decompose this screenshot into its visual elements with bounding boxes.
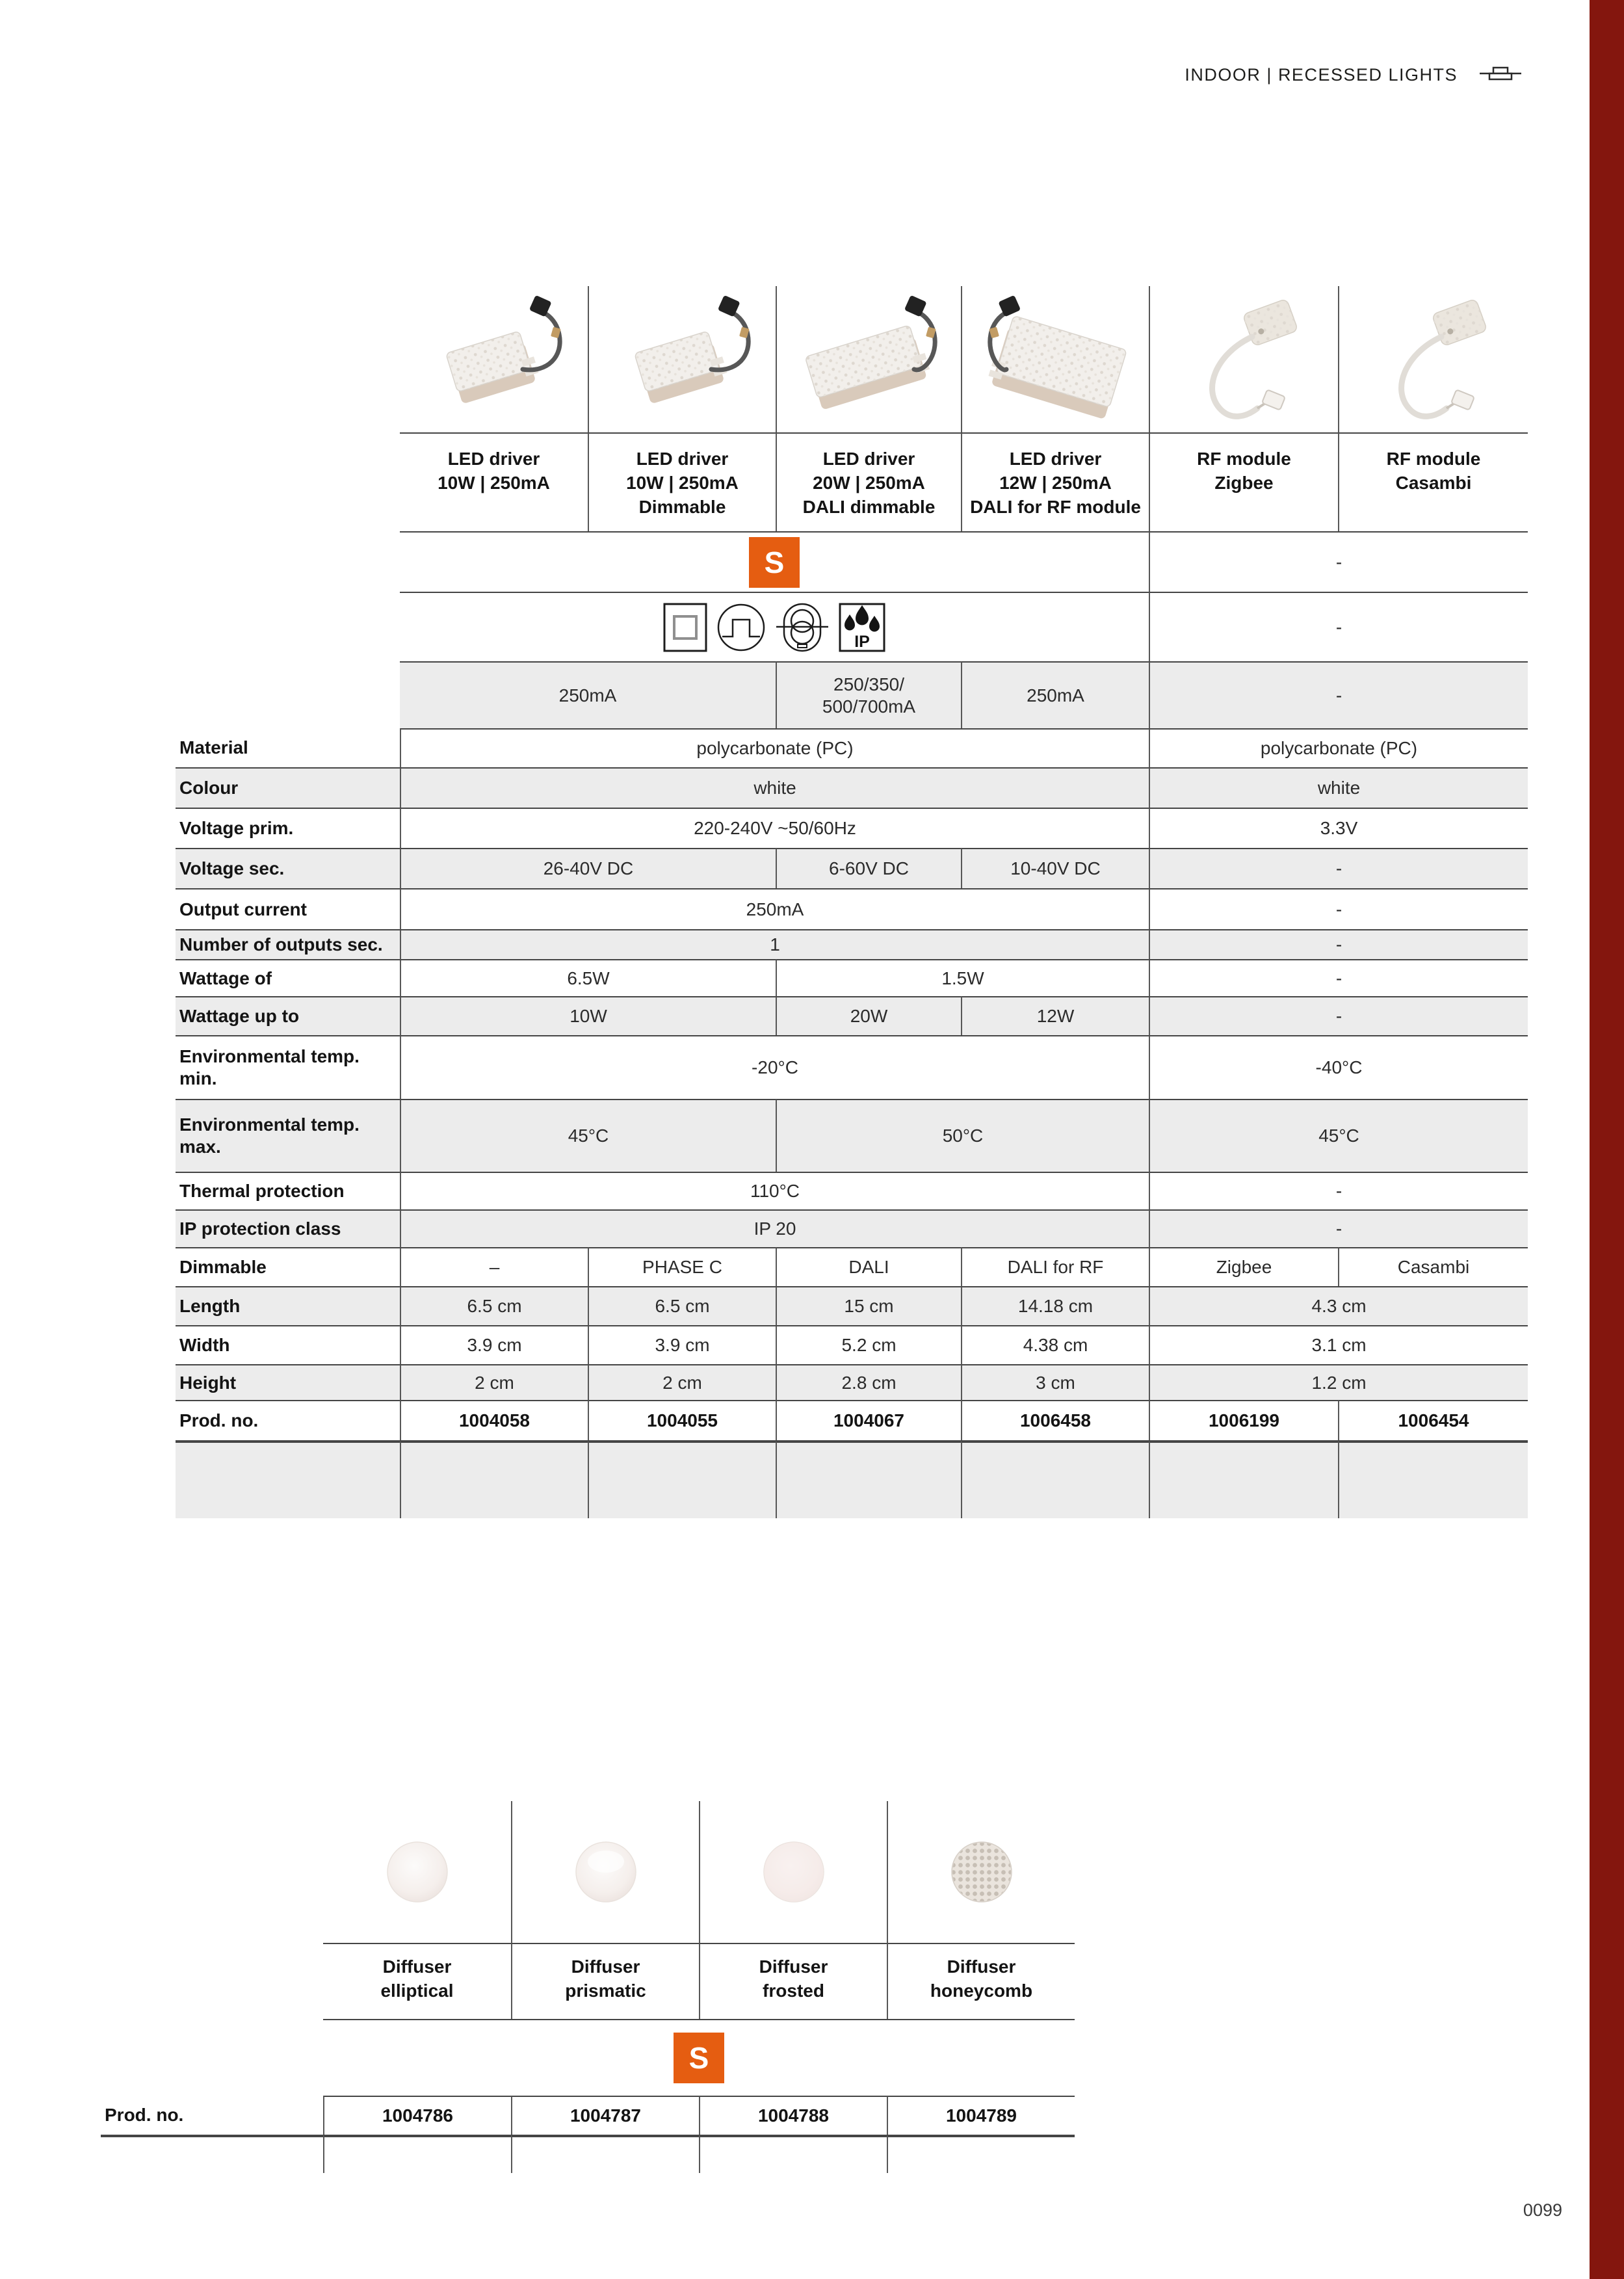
spec-row-label: IP protection class — [176, 1209, 400, 1247]
product-name: Diffuser elliptical — [323, 1943, 511, 2019]
diffuser-name-row — [101, 1943, 1075, 2019]
spec-value-cell: white — [400, 767, 1149, 808]
spec-row-label: Number of outputs sec. — [176, 929, 400, 959]
spec-value-cell: 10-40V DC — [961, 848, 1149, 888]
transformer-icon — [775, 603, 830, 652]
led-driver-long-image — [776, 286, 961, 432]
spec-row-label: Dimmable — [176, 1247, 400, 1286]
spec-value-cell: 1.5W — [776, 959, 1149, 996]
diffuser-frosted-image — [699, 1801, 887, 1943]
spec-value-cell: 6.5 cm — [588, 1286, 776, 1325]
spec-row — [176, 848, 1528, 888]
spec-value-cell: 3.1 cm — [1149, 1325, 1528, 1364]
spec-value-cell: -20°C — [400, 1035, 1149, 1099]
spec-row-label: Output current — [176, 888, 400, 929]
empty-corner-cell — [176, 661, 400, 728]
product-name-row — [176, 432, 1528, 531]
spec-row-label: Voltage prim. — [176, 808, 400, 848]
spec-value-cell: Casambi — [1338, 1247, 1528, 1286]
empty-cell — [961, 1440, 1149, 1518]
spec-table — [176, 286, 1528, 1518]
recessed-mount-icon — [716, 603, 766, 652]
spec-row — [176, 1286, 1528, 1325]
spec-row-label: Prod. no. — [176, 1400, 400, 1440]
spec-row-label: Colour — [176, 767, 400, 808]
spec-value-cell: 1004067 — [776, 1400, 961, 1440]
spec-row — [176, 1172, 1528, 1209]
spec-value-cell: 45°C — [1149, 1099, 1528, 1172]
spec-value-cell: 250mA — [400, 888, 1149, 929]
ip-drips-icon — [839, 603, 885, 652]
spec-value-cell: DALI — [776, 1247, 961, 1286]
spec-value-cell: 1004058 — [400, 1400, 588, 1440]
spec-value-cell: 2 cm — [588, 1364, 776, 1400]
empty-corner-cell — [176, 432, 400, 531]
spec-value-cell: 20W — [776, 996, 961, 1035]
led-driver-large-image — [961, 286, 1149, 432]
badge-cell — [400, 531, 1149, 592]
product-name: Diffuser prismatic — [511, 1943, 699, 2019]
empty-cell — [887, 2135, 1075, 2173]
product-image-row — [176, 286, 1528, 432]
empty-cell — [511, 2135, 699, 2173]
spec-value-cell: 1.2 cm — [1149, 1364, 1528, 1400]
spec-value-cell: 220-240V ~50/60Hz — [400, 808, 1149, 848]
pictogram-row — [176, 592, 1528, 661]
spec-row-label: Wattage of — [176, 959, 400, 996]
spec-value-cell: 14.18 cm — [961, 1286, 1149, 1325]
spec-value-cell: 4.38 cm — [961, 1325, 1149, 1364]
empty-corner-cell — [101, 1801, 323, 1943]
s-badge: S — [749, 537, 800, 588]
spec-row-label: Thermal protection — [176, 1172, 400, 1209]
empty-row — [176, 1440, 1528, 1518]
spec-value-cell: - — [1149, 1172, 1528, 1209]
spec-value-cell: - — [1149, 661, 1528, 728]
spec-value-cell: DALI for RF — [961, 1247, 1149, 1286]
product-name: LED driver 12W | 250mA DALI for RF module — [961, 432, 1149, 531]
spec-value-cell: - — [1149, 888, 1528, 929]
empty-cell — [776, 1440, 961, 1518]
empty-cell — [588, 1440, 776, 1518]
product-name: RF module Casambi — [1338, 432, 1528, 531]
spec-value-cell: Zigbee — [1149, 1247, 1338, 1286]
s-badge: S — [674, 2033, 724, 2083]
spec-value-cell: 2.8 cm — [776, 1364, 961, 1400]
spec-value-cell: 1 — [400, 929, 1149, 959]
svg-text:IP: IP — [854, 632, 870, 651]
spec-value-cell: 1006454 — [1338, 1400, 1528, 1440]
spec-value-cell: 2 cm — [400, 1364, 588, 1400]
badge-row — [101, 2019, 1075, 2096]
spec-value-cell: 6.5 cm — [400, 1286, 588, 1325]
empty-cell — [176, 1440, 400, 1518]
empty-corner-cell — [176, 286, 400, 432]
spec-row — [176, 1247, 1528, 1286]
pictogram-group — [663, 603, 885, 652]
spec-value-cell: 3.9 cm — [400, 1325, 588, 1364]
empty-corner-cell — [176, 592, 400, 661]
spec-value-cell: 4.3 cm — [1149, 1286, 1528, 1325]
spec-value-cell: 3.3V — [1149, 808, 1528, 848]
spec-value-cell: 26-40V DC — [400, 848, 776, 888]
spec-value-cell: 110°C — [400, 1172, 1149, 1209]
product-name: LED driver 10W | 250mA Dimmable — [588, 432, 776, 531]
spec-value-cell: 1004787 — [511, 2096, 699, 2135]
diffuser-elliptical-image — [323, 1801, 511, 1943]
spec-row — [176, 808, 1528, 848]
spec-value-cell: 1004055 — [588, 1400, 776, 1440]
empty-row — [101, 2135, 1075, 2173]
empty-cell — [323, 2135, 511, 2173]
spec-row-label: Prod. no. — [105, 2105, 184, 2125]
pictogram-cell — [400, 592, 1149, 661]
spec-value-cell: 15 cm — [776, 1286, 961, 1325]
spec-value-cell: - — [1149, 996, 1528, 1035]
spec-row — [176, 1400, 1528, 1440]
spec-row — [176, 996, 1528, 1035]
spec-value-cell: PHASE C — [588, 1247, 776, 1286]
spec-row — [176, 1325, 1528, 1364]
spec-value-cell: IP 20 — [400, 1209, 1149, 1247]
spec-value-cell: - — [1149, 959, 1528, 996]
spec-row-label: Environmental temp. max. — [176, 1099, 400, 1172]
spec-value-cell: white — [1149, 767, 1528, 808]
spec-value-cell: 10W — [400, 996, 776, 1035]
product-name: LED driver 20W | 250mA DALI dimmable — [776, 432, 961, 531]
diffuser-prismatic-image — [511, 1801, 699, 1943]
spec-value-cell: 12W — [961, 996, 1149, 1035]
spec-value-cell: 250mA — [961, 661, 1149, 728]
spec-row — [176, 728, 1528, 767]
spec-value-cell: 50°C — [776, 1099, 1149, 1172]
spec-value-cell: 3 cm — [961, 1364, 1149, 1400]
spec-value-cell: - — [1149, 592, 1528, 661]
spec-value-cell: 45°C — [400, 1099, 776, 1172]
spec-row — [176, 929, 1528, 959]
spec-row-label: Material — [179, 737, 248, 757]
product-name: RF module Zigbee — [1149, 432, 1338, 531]
product-name: LED driver 10W | 250mA — [400, 432, 588, 531]
empty-corner-cell — [101, 2019, 323, 2096]
spec-row-label: Width — [176, 1325, 400, 1364]
led-driver-compact-image — [588, 286, 776, 432]
spec-value-cell: 1004788 — [699, 2096, 887, 2135]
badge-row — [176, 531, 1528, 592]
spec-row-label: Length — [176, 1286, 400, 1325]
rf-module-image — [1338, 286, 1528, 432]
page-edge-red-bar — [1590, 0, 1624, 2279]
led-driver-compact-image — [400, 286, 588, 432]
badge-cell — [323, 2019, 1075, 2096]
spec-row — [176, 888, 1528, 929]
spec-value-cell: 1006458 — [961, 1400, 1149, 1440]
spec-value-cell: – — [400, 1247, 588, 1286]
spec-value-cell: -40°C — [1149, 1035, 1528, 1099]
spec-row-label: Environmental temp. min. — [176, 1035, 400, 1099]
empty-cell — [699, 2135, 887, 2173]
spec-value-cell: - — [1149, 1209, 1528, 1247]
spec-value-cell: 5.2 cm — [776, 1325, 961, 1364]
current-banner-row — [176, 661, 1528, 728]
diffuser-image-row — [101, 1801, 1075, 1943]
spec-row — [176, 767, 1528, 808]
empty-corner-cell — [101, 1943, 323, 2019]
spec-value-cell: 250/350/ 500/700mA — [776, 661, 961, 728]
spec-row — [176, 1209, 1528, 1247]
spec-value-cell: 3.9 cm — [588, 1325, 776, 1364]
section-title: INDOOR | RECESSED LIGHTS — [1185, 65, 1458, 85]
recessed-light-icon — [1480, 65, 1521, 85]
diffuser-table — [101, 1801, 1075, 2173]
spec-row — [176, 1035, 1528, 1099]
spec-value-cell: polycarbonate (PC) — [400, 728, 1149, 767]
spec-value-cell: 6-60V DC — [776, 848, 961, 888]
empty-corner-cell — [176, 531, 400, 592]
spec-value-cell: 1004786 — [323, 2096, 511, 2135]
spec-row-label: Wattage up to — [176, 996, 400, 1035]
spec-value-cell: - — [1149, 848, 1528, 888]
spec-value-cell: 1006199 — [1149, 1400, 1338, 1440]
rf-module-image — [1149, 286, 1338, 432]
spec-row-label: Voltage sec. — [176, 848, 400, 888]
product-name: Diffuser honeycomb — [887, 1943, 1075, 2019]
square-fixture-icon — [663, 603, 707, 652]
spec-value-cell: - — [1149, 531, 1528, 592]
empty-cell — [400, 1440, 588, 1518]
spec-row-label: Height — [176, 1364, 400, 1400]
page-number: 0099 — [1523, 2200, 1562, 2220]
spec-row — [176, 1099, 1528, 1172]
spec-value-cell: 250mA — [400, 661, 776, 728]
spec-value-cell: - — [1149, 929, 1528, 959]
product-name: Diffuser frosted — [699, 1943, 887, 2019]
spec-value-cell: polycarbonate (PC) — [1149, 728, 1528, 767]
spec-value-cell: 6.5W — [400, 959, 776, 996]
empty-cell — [1149, 1440, 1338, 1518]
empty-cell — [1338, 1440, 1528, 1518]
spec-row — [101, 2096, 1075, 2135]
page-header — [1185, 65, 1521, 85]
spec-value-cell: 1004789 — [887, 2096, 1075, 2135]
diffuser-honeycomb-image — [887, 1801, 1075, 1943]
empty-cell — [101, 2135, 323, 2173]
spec-row — [176, 1364, 1528, 1400]
spec-row — [176, 959, 1528, 996]
